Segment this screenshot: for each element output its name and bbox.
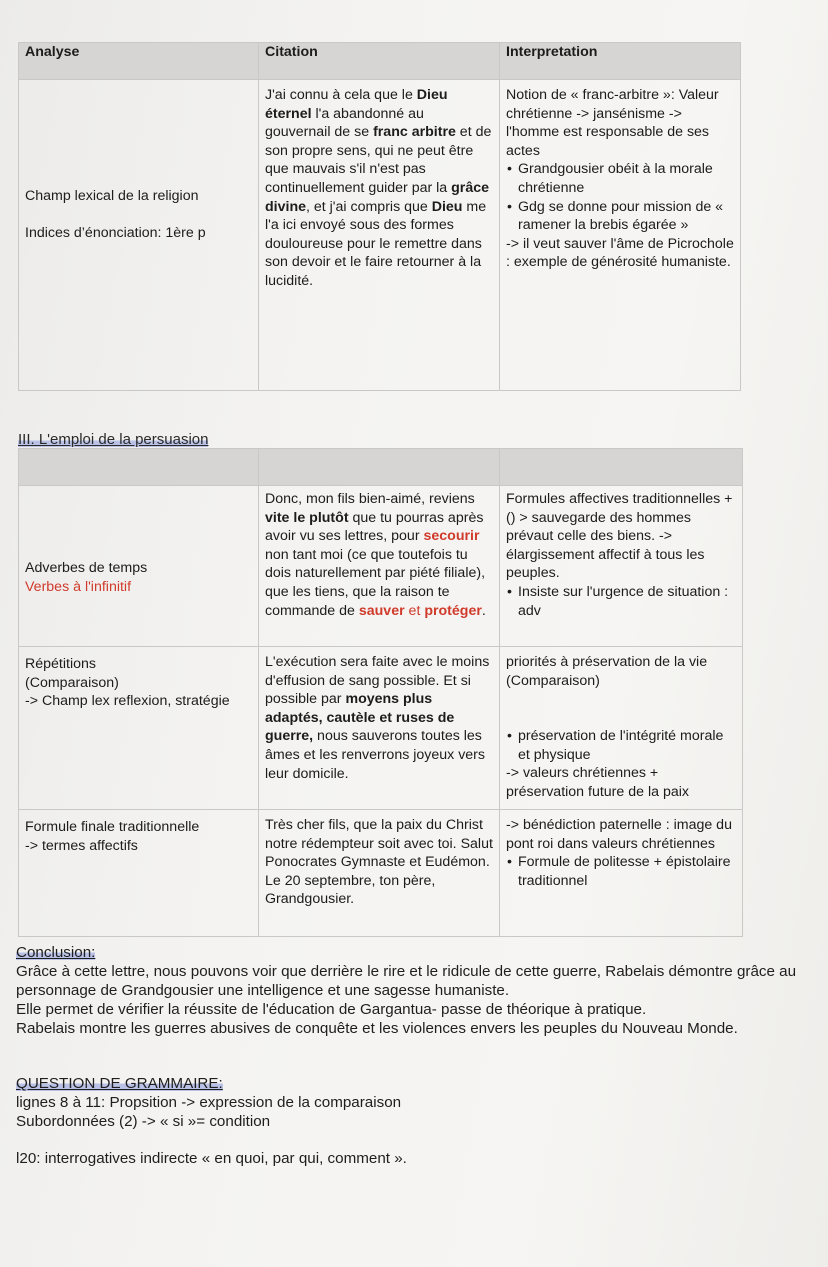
citation-bold: franc arbitre xyxy=(373,124,456,141)
analyse-line: Champ lexical de la religion xyxy=(25,188,199,205)
citation-text: . xyxy=(481,602,486,619)
list-item: • Gdg se donne pour mission de « ramener la brebis égarée » xyxy=(518,198,734,235)
interpretation-text: Formules affectives traditionnelles + () > sauvegarde des hommes prévaut celle des biens. -> élargissement affectif à tous les peuples. xyxy=(506,491,733,582)
header-cell xyxy=(500,449,743,486)
citation-red: sauver xyxy=(358,602,405,619)
list-item: • Grandgousier obéit à la morale chrétienne xyxy=(518,160,734,197)
citation-text: , et j'ai compris que xyxy=(306,198,432,215)
interpretation-cell xyxy=(500,80,741,391)
analysis-table-2 xyxy=(18,448,743,937)
citation-text: que tu pourras après avoir vu ses lettres, pour xyxy=(265,509,484,545)
analyse-line: Formule finale traditionnelle xyxy=(25,819,200,835)
citation-cell xyxy=(259,810,500,937)
conclusion-block xyxy=(16,943,816,1038)
interpretation-text: priorités à préservation de la vie (Comparaison) xyxy=(506,654,708,689)
grammar-block xyxy=(16,1074,816,1168)
interpretation-bullets xyxy=(506,853,736,890)
grammar-line: lignes 8 à 11: Propsition -> expression de la comparaison xyxy=(16,1094,402,1111)
citation-cell xyxy=(259,80,500,391)
citation-text: et de son propre sens, qui ne peut être que mauvais s'il n'est pas continuellement guider par la xyxy=(265,124,492,196)
citation-bold: Dieu xyxy=(431,198,463,215)
interpretation-cell xyxy=(500,486,743,647)
analyse-cell xyxy=(19,486,259,647)
citation-bold: Dieu éternel xyxy=(265,87,448,122)
interpretation-intro: Notion de « franc-arbitre »: Valeur chrétienne -> jansénisme -> l'homme est responsable de ses actes xyxy=(506,87,719,159)
analyse-cell xyxy=(19,810,259,937)
interpretation-text: -> bénédiction paternelle : image du pont roi dans valeurs chrétiennes xyxy=(506,817,732,852)
citation-text: l'a abandonné au gouvernail de se xyxy=(265,105,424,141)
citation-cell xyxy=(259,647,500,810)
conclusion-paragraph: Rabelais montre les guerres abusives de conquête et les violences envers les peuples du Nouveau Monde. xyxy=(16,1020,738,1037)
grammar-title: QUESTION DE GRAMMAIRE: xyxy=(16,1075,223,1092)
interpretation-outro: -> valeurs chrétiennes + préservation future de la paix xyxy=(506,765,689,800)
citation-text: me l'a ici envoyé sous des formes douloureuse pour le remettre dans son devoir et le faire retourner à la lucidité. xyxy=(265,198,487,289)
citation-cell xyxy=(259,486,500,647)
header-cell xyxy=(19,449,259,486)
table-row xyxy=(19,810,743,937)
grammar-line: l20: interrogatives indirecte « en quoi, par qui, comment ». xyxy=(16,1150,407,1167)
analyse-line-red: Verbes à l'infinitif xyxy=(25,579,132,595)
citation-red: secourir xyxy=(423,528,480,545)
list-item: • Insiste sur l'urgence de situation : adv xyxy=(518,583,736,620)
citation-text: Le 20 septembre, ton père, Grandgousier. xyxy=(265,872,436,908)
analyse-cell xyxy=(19,647,259,810)
interpretation-cell xyxy=(500,647,743,810)
header-interpretation: Interpretation xyxy=(500,43,741,80)
citation-text: non tant moi (ce que toutefois tu dois naturellement par piété filiale), que les tiens, que la raison te commande de xyxy=(265,546,486,619)
interpretation-bullets xyxy=(506,583,736,620)
table-header-row xyxy=(19,449,743,486)
grammar-line: Subordonnées (2) -> « si »= condition xyxy=(16,1113,271,1130)
analyse-cell xyxy=(19,80,259,391)
citation-text: J'ai connu à cela que le xyxy=(265,87,417,103)
citation-bold: moyens plus adaptés, cautèle et ruses de guerre, xyxy=(265,691,455,745)
citation-text: nous sauverons toutes les âmes et les renverrons joyeux vers leur domicile. xyxy=(265,728,485,782)
conclusion-paragraph: Grâce à cette lettre, nous pouvons voir que derrière le rire et le ridicule de cette guerre, Rabelais démontre grâce au personnage de Grandgousier une intelligence et une sagesse humaniste. xyxy=(16,963,797,999)
table-row xyxy=(19,80,741,391)
conclusion-paragraph: Elle permet de vérifier la réussite de l'éducation de Gargantua- passe de théorique à pratique. xyxy=(16,1001,647,1018)
table-header-row xyxy=(19,43,741,80)
analyse-line: Adverbes de temps xyxy=(25,560,148,577)
citation-text: Donc, mon fils bien-aimé, reviens xyxy=(265,491,475,507)
interpretation-bullets xyxy=(506,160,734,234)
analyse-line: Répétitions xyxy=(25,656,96,672)
citation-red-plain: et xyxy=(404,602,425,619)
analyse-line: -> Champ lex reflexion, stratégie xyxy=(25,693,230,710)
interpretation-outro: -> il veut sauver l'âme de Picrochole : exemple de générosité humaniste. xyxy=(506,235,734,271)
table-row xyxy=(19,647,743,810)
conclusion-title: Conclusion: xyxy=(16,944,96,961)
list-item: • Formule de politesse + épistolaire traditionnel xyxy=(518,853,736,890)
interpretation-cell xyxy=(500,810,743,937)
citation-bold: vite le plutôt xyxy=(265,509,349,526)
analyse-line: Indices d’énonciation: 1ère p xyxy=(25,225,206,241)
list-item: • préservation de l'intégrité morale et physique xyxy=(518,727,736,764)
citation-text: Très cher fils, que la paix du Christ notre rédempteur soit avec toi. Salut Ponocrates Gymnaste et Eudémon. xyxy=(265,817,493,871)
header-analyse: Analyse xyxy=(19,43,259,80)
citation-red: protéger xyxy=(424,602,482,619)
citation-bold: grâce divine xyxy=(265,179,489,215)
header-citation: Citation xyxy=(259,43,500,80)
section-heading: III. L'emploi de la persuasion xyxy=(18,431,209,448)
table-row xyxy=(19,486,743,647)
interpretation-bullets xyxy=(506,727,736,764)
analysis-table-1 xyxy=(18,42,741,391)
analyse-line: (Comparaison) xyxy=(25,674,119,691)
citation-text: L'exécution sera faite avec le moins d'effusion de sang possible. Et si possible par xyxy=(265,654,490,708)
analyse-line: -> termes affectifs xyxy=(25,837,138,854)
header-cell xyxy=(259,449,500,486)
